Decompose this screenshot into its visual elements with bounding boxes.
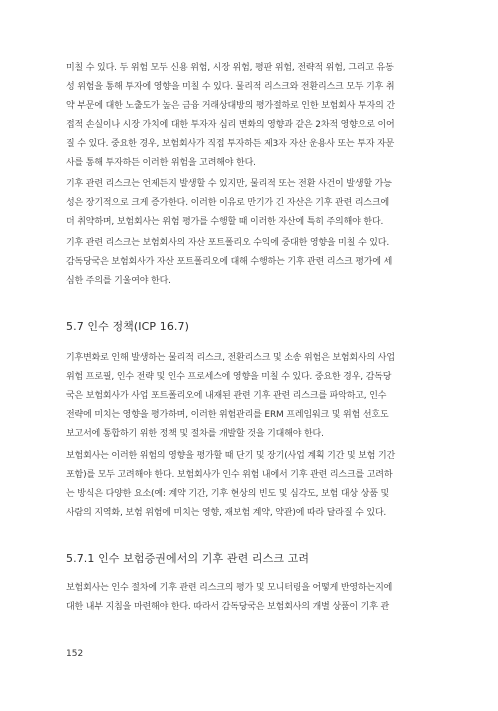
paragraph-internal-guidelines bbox=[66, 579, 434, 617]
text-line: 사람의 지역화, 보험 위험에 미치는 영향, 재보험 계약, 약관)에 따라 달라질 수 있다. bbox=[66, 508, 387, 518]
text-line: 보험회사는 인수 절차에 기후 관련 리스크의 평가 및 모니터링을 어떻게 반영하는지에 bbox=[66, 583, 393, 593]
section-heading-5-7: 5.7 인수 정책(ICP 16.7) bbox=[66, 320, 190, 333]
text-line: 는 방식은 다양한 요소(예: 계약 기간, 기후 현상의 빈도 및 심각도, 보험 대상 상품 및 bbox=[66, 489, 390, 499]
text-line: 질 수 있다. 중요한 경우, 보험회사가 직접 투자하든 제3자 자산 운용사 또는 투자 자문 bbox=[66, 139, 395, 149]
text-line: 성 위험을 통해 투자에 영향을 미칠 수 있다. 물리적 리스크와 전환리스크 모두 기후 취 bbox=[66, 82, 395, 92]
text-line: 기후변화로 인해 발생하는 물리적 리스크, 전환리스크 및 소송 위험은 보험회사의 사업 bbox=[66, 353, 395, 363]
text-line: 접적 손실이나 시장 가치에 대한 투자자 심리 변화의 영향과 같은 2차적 영향으로 이어 bbox=[66, 120, 395, 130]
paragraph-time-horizons bbox=[66, 447, 434, 523]
paragraph-investment-risk bbox=[66, 59, 434, 173]
text-line: 위험 프로필, 인수 전략 및 인수 프로세스에 영향을 미칠 수 있다. 중요한 경우, 감독당 bbox=[66, 372, 392, 382]
text-line: 포함)를 모두 고려해야 한다. 보험회사가 인수 위험 내에서 기후 관련 리스크를 고려하 bbox=[66, 470, 393, 480]
paragraph-portfolio-returns bbox=[66, 234, 434, 291]
text-line: 대한 내부 지침을 마련해야 한다. 따라서 감독당국은 보험회사의 개별 상품이 기후 관 bbox=[66, 602, 390, 612]
section-heading-5-7-1: 5.7.1 인수 보험증권에서의 기후 관련 리스크 고려 bbox=[66, 552, 310, 565]
text-line: 기후 관련 리스크는 보험회사의 자산 포트폴리오 수익에 중대한 영향을 미칠 수 있다. bbox=[66, 238, 390, 248]
page-number: 152 bbox=[66, 649, 84, 659]
text-line: 사를 통해 투자하든 이러한 위험을 고려해야 한다. bbox=[66, 158, 256, 168]
text-line: 감독당국은 보험회사가 자산 포트폴리오에 대해 수행하는 기후 관련 리스크 평가에 세 bbox=[66, 257, 393, 267]
text-line: 보험회사는 이러한 위험의 영향을 평가할 때 단기 및 장기(사업 계획 기간 및 보험 기간 bbox=[66, 451, 396, 461]
text-line: 전략에 미치는 영향을 평가하며, 이러한 위험관리를 ERM 프레임워크 및 위험 선호도 bbox=[66, 410, 389, 420]
text-line: 심한 주의를 기울여야 한다. bbox=[66, 276, 171, 286]
text-line: 기후 관련 리스크는 언제든지 발생할 수 있지만, 물리적 또는 전환 사건이 발생할 가능 bbox=[66, 179, 392, 189]
paragraph-underwriting-risk bbox=[66, 349, 434, 444]
text-line: 미칠 수 있다. 두 위험 모두 신용 위험, 시장 위험, 평판 위험, 전략적 위험, 그리고 유동 bbox=[66, 63, 394, 73]
text-line: 더 취약하며, 보험회사는 위험 평가를 수행할 때 이러한 자산에 특히 주의해야 한다. bbox=[66, 217, 384, 227]
text-line: 국은 보험회사가 사업 포트폴리오에 내재된 관련 기후 관련 리스크를 파악하고, 인수 bbox=[66, 391, 387, 401]
text-line: 성은 장기적으로 크게 증가한다. 이러한 이유로 만기가 긴 자산은 기후 관련 리스크에 bbox=[66, 198, 390, 208]
text-line: 보고서에 통합하기 위한 정책 및 절차를 개발할 것을 기대해야 한다. bbox=[66, 429, 324, 439]
text-line: 약 부문에 대한 노출도가 높은 금융 거래상대방의 평가절하로 인한 보험회사 투자의 간 bbox=[66, 101, 395, 111]
paragraph-long-term-assets bbox=[66, 175, 434, 232]
